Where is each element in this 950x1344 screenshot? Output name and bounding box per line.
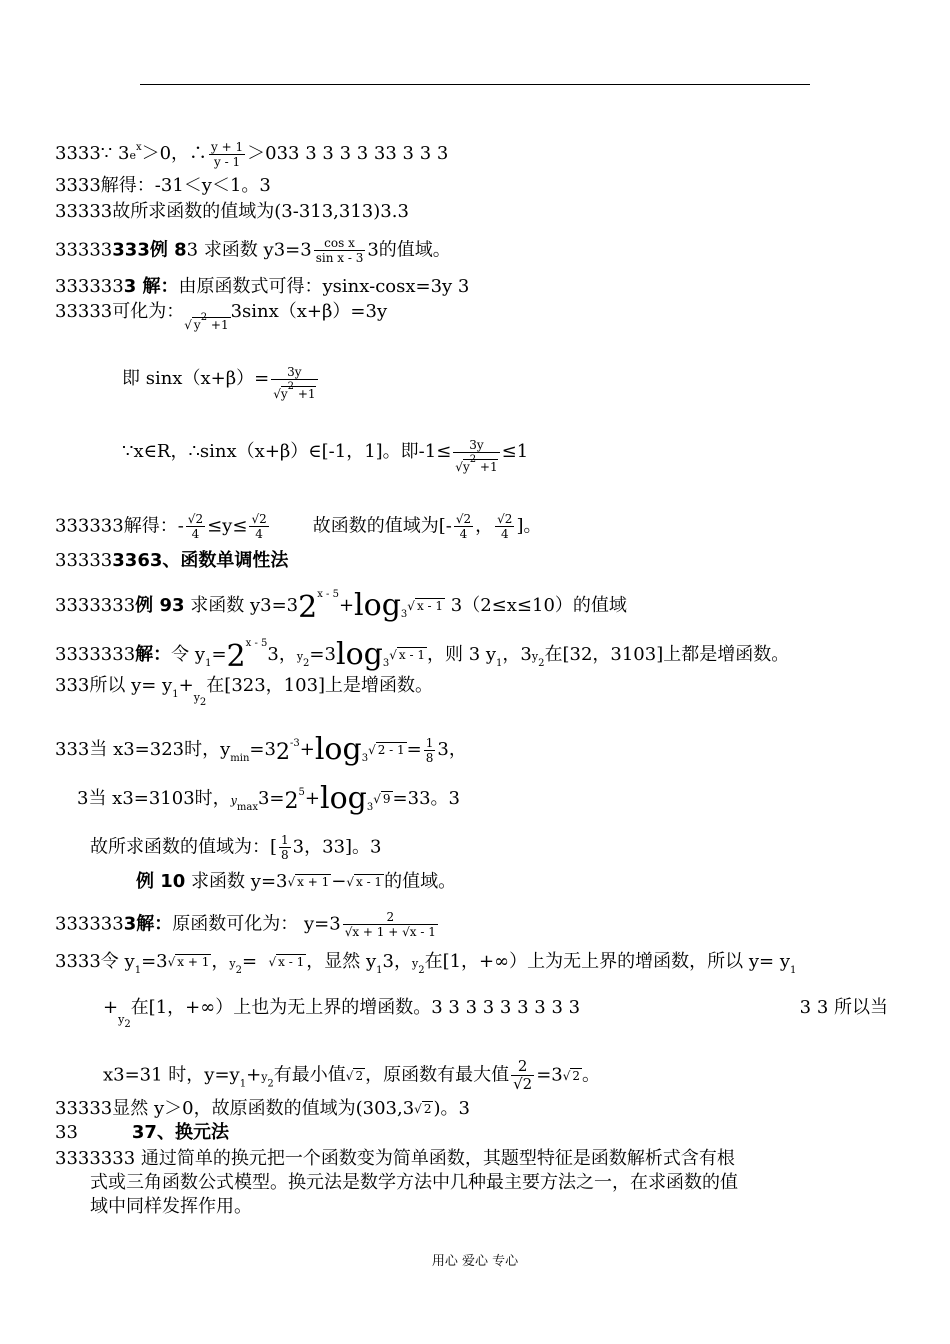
line-increasing: $+_{y2}$在[1，+∞）上也为无上界的增函数。3 3 3 3 3 3 3 3 3 3 3 所以当 [103, 997, 888, 1030]
fraction-sqrt2-4: $\frac{√2}{4}$ [455, 512, 472, 541]
example-10-line: 例 10 求函数 y=3√ x + 1 −√ x - 1 的值域。 [136, 871, 457, 892]
fraction-cos-sin: $\frac{\text{cos x}}{\text{sin x - 3}}$ [315, 236, 364, 265]
text: ＞033 3 3 3 3 33 3 3 3 [247, 143, 449, 164]
line-range: ∵x∈R，∴sinx（x+β）∈[-1，1]。即-1≤ $\frac{3y}{√y^2 +1}$ ≤1 [122, 438, 529, 474]
sqrt-y2-plus-1: √ $y^2 +1$ [184, 312, 229, 332]
fraction-1-8: $\frac{1}{8}$ [425, 735, 434, 765]
line-3: 33333故所求函数的值域为(3-313,313)3.3 [55, 201, 409, 222]
solution-10-line: 3333333解：原函数可化为： y=3 $\frac{2}{√x + 1 + √x - 1}$ [55, 910, 436, 939]
sqrt-x-minus-1: √ x - 1 [407, 599, 444, 613]
fraction-3y-2: $\frac{3y}{√y^2 +1}$ [455, 438, 498, 474]
section-heading-3: 333333363、函数单调性法 [55, 550, 289, 571]
page-footer: 用心 爱心 专心 [431, 1254, 519, 1269]
line-2: 3333解得：-31＜y＜1。3 [55, 175, 271, 196]
fraction-2-over-sqrt2: $\frac{2}{√2}$ [513, 1057, 533, 1093]
text: ＞0，∴ [141, 143, 208, 164]
section-heading-7: 33 37、换元法 [55, 1122, 229, 1143]
header-rule [140, 84, 810, 85]
line-1 [55, 138, 448, 169]
e-power: $e^x$ [129, 142, 142, 162]
paragraph-line-3: 域中同样发挥作用。 [90, 1196, 252, 1217]
line-min: 333当 x3=323时，$y_{min}=32^{-3}+\log_3√$ 2 - 1 = $\frac{1}{8}$ 3， [55, 732, 467, 767]
line-so: 333所以 $y= y_1+_{y2}$在[323，103]上是增函数。 [55, 675, 434, 708]
fraction-y: $\frac{y + 1}{y - 1}$ [211, 139, 244, 169]
solution-9-line: 3333333解：令 $y_1=2^{x - 5}3$，$y_2=3\log_3√$ x - 1 ，则 3 $y_1$，$3y_2$在[32，3103]上都是增函数。 [55, 637, 790, 674]
solution-label: 3 解： [123, 276, 179, 297]
example-9-line: 3333333例 93 求函数 $y3=32^{x - 5}+\log_3√$ x - 1 3（2≤x≤10）的值域 [55, 588, 627, 625]
line-solved: 333333解得：- $\frac{√2}{4}$ ≤y≤ $\frac{√2}{4}$ 故函数的值域为[- $\frac{√2}{4}$ ， $\frac{√2}{4}$ ]。 [55, 512, 542, 541]
fraction-3y: $\frac{3y}{√y^2 +1}$ [273, 365, 316, 401]
example-label: 333例 8 [112, 239, 187, 261]
example-8-line: 33333333例 83 求函数 y3=3 $\frac{\text{cos x}}{\text{sin x - 3}}$ 3的值域。 [55, 236, 451, 265]
line-transform: 33333可化为：√ $y^2 +13\sin x(x+\beta)=3y$ [55, 302, 387, 335]
line-range-9: 故所求函数的值域为：[ $\frac{1}{8}$ 3，33]。3 [90, 833, 382, 862]
fraction-sqrt2-4: $\frac{√2}{4}$ [187, 512, 204, 541]
line-minmax: x3=31 时，$y=y_1+y_2$有最小值√ 2 ，原函数有最大值 $\frac{2}{√2}$ =3√ 2 。 [103, 1057, 601, 1093]
solution-8-line: 3333333 解：由原函数式可得：ysinx-cosx=3y 3 [55, 276, 470, 297]
line-sinx: 即 sinx（x+β）= $\frac{3y}{√y^2 +1}$ [122, 365, 316, 401]
paragraph-line-1: 3333333 通过简单的换元把一个函数变为简单函数，其题型特征是函数解析式含有根 [55, 1148, 735, 1169]
fraction-2-over-sqrt-sum: $\frac{2}{√x + 1 + √x - 1}$ [344, 910, 436, 939]
line-max: 3当 x3=3103时，$y_{max}3=2^5+\log_3√$ 9 =33。3 [77, 781, 460, 816]
text: 3333∵ 3 [55, 143, 130, 164]
fraction-1-8: $\frac{1}{8}$ [281, 833, 289, 862]
line-let: 3333令 $y_1=3√$ x + 1 ，$y_2=$ √ x - 1 ，显然 $y_13$，$y_2$在[1，+∞）上为无上界的增函数，所以 $y= y_1$ [55, 951, 797, 976]
fraction-sqrt2-4: $\frac{√2}{4}$ [251, 512, 267, 541]
paragraph-line-2: 式或三角函数公式模型。换元法是数学方法中几种最主要方法之一，在求函数的值 [90, 1172, 738, 1193]
line-conclusion: 33333显然 y＞0，故原函数的值域为(303,3√ 2 )。3 [55, 1098, 470, 1119]
fraction-sqrt2-4: $\frac{√2}{4}$ [497, 512, 513, 541]
